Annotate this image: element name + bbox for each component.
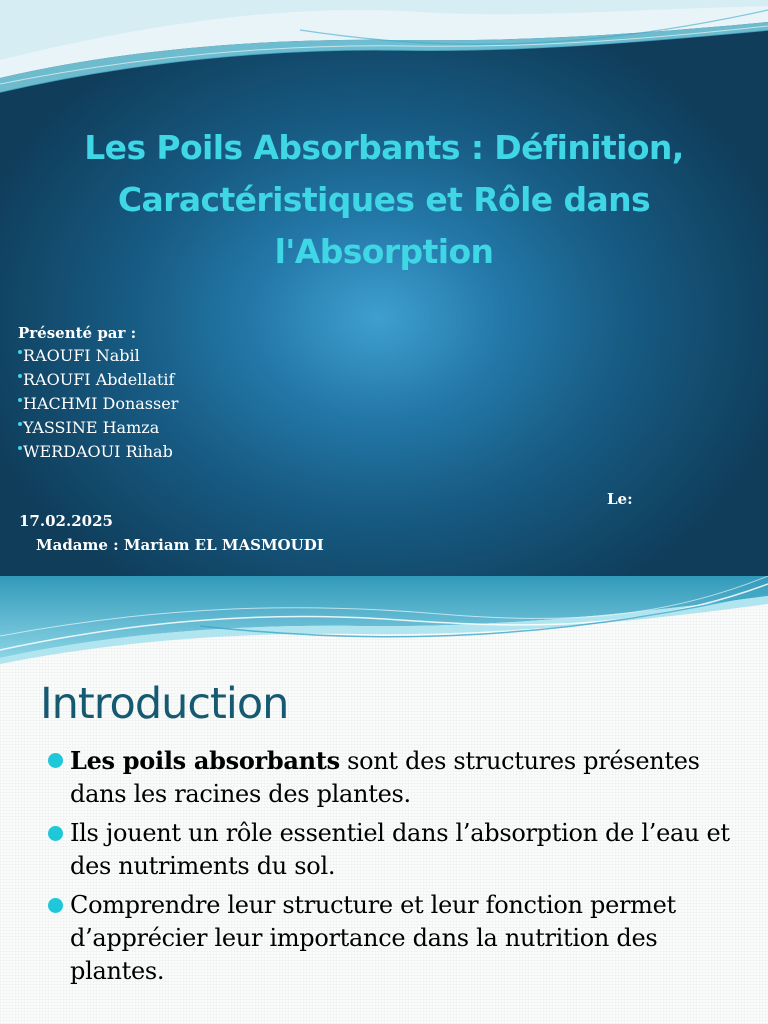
title-line: Caractéristiques et Rôle dans [117,180,651,219]
presenter-name: WERDAOUI Rihab [23,442,173,461]
slide-title [40,122,728,278]
intro-bullet [46,744,746,811]
presenter-name: HACHMI Donasser [23,394,179,413]
bullet-icon [18,446,22,450]
bullet-icon [18,374,22,378]
presenter-item [18,392,178,416]
presenter-item [18,344,178,368]
bullet-text: Comprendre leur structure et leur fonction permet d’apprécier leur importance dans la nutrition des plantes. [70,891,676,985]
bullet-icon [48,753,63,768]
presenter-item [18,416,178,440]
bullet-text: Ils jouent un rôle essentiel dans l’absorption de l’eau et des nutriments du sol. [70,819,730,880]
bullet-icon [48,826,63,841]
wave-decoration [0,576,768,666]
bullet-icon [18,350,22,354]
presented-by-label: Présenté par : [18,324,137,342]
date-label: Le: [607,490,633,508]
intro-slide [0,576,768,1024]
bullet-icon [18,398,22,402]
bullet-bold-text: Les poils absorbants [70,746,340,775]
presenters-block [18,322,178,464]
bullet-icon [48,898,63,913]
date-value: 17.02.2025 [19,512,113,530]
presenter-list [18,344,178,464]
teacher-name: Madame : Mariam EL MASMOUDI [36,536,324,554]
bullet-icon [18,422,22,426]
title-line: Les Poils Absorbants : Définition, [84,128,684,167]
bullet-text: sont des structures présentes dans les racines des plantes. [70,747,700,808]
intro-bullet [46,889,746,988]
presenter-name: YASSINE Hamza [23,418,160,437]
intro-bullet [46,817,746,883]
presenter-item [18,440,178,464]
presenter-name: RAOUFI Abdellatif [23,370,175,389]
intro-bullet-list [46,744,746,994]
presenter-name: RAOUFI Nabil [23,346,140,365]
wave-decoration [0,0,768,110]
intro-heading: Introduction [40,679,289,729]
title-line: l'Absorption [274,232,494,271]
presenter-item [18,368,178,392]
